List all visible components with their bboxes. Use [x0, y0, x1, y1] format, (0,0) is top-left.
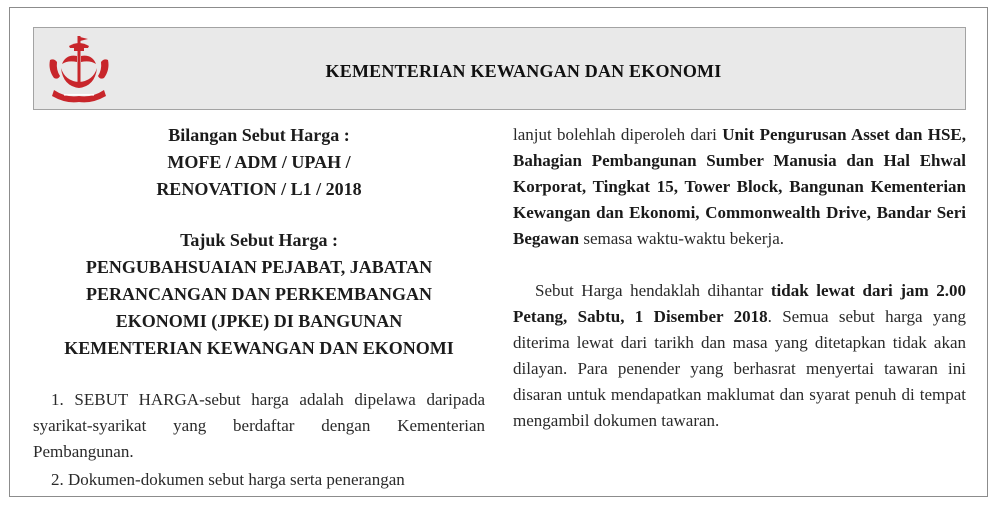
text-run: Sebut Harga hendaklah dihantar: [535, 281, 771, 300]
tajuk-line-4: KEMENTERIAN KEWANGAN DAN EKONOMI: [64, 338, 454, 358]
paragraph-2-continued: [513, 122, 966, 252]
tajuk-block: [33, 227, 485, 362]
bilangan-block: [33, 122, 485, 203]
tajuk-line-1: PENGUBAHSUAIAN PEJABAT, JABATAN: [85, 257, 433, 277]
header-banner: [33, 27, 966, 110]
bilangan-line-2: RENOVATION / L1 / 2018: [156, 179, 362, 199]
paragraph-2-start: 2. Dokumen-dokumen sebut harga serta penerangan: [51, 470, 405, 489]
deadline-text: tidak lewat dari jam 2.00 Petang, Sabtu, 1 Disember 2018: [513, 281, 966, 326]
tajuk-label: Tajuk Sebut Harga :: [180, 230, 338, 250]
text-run: lanjut bolehlah diperoleh dari: [513, 125, 723, 144]
right-column: [513, 121, 966, 434]
bilangan-line-1: MOFE / ADM / UPAH /: [167, 152, 351, 172]
office-address: Unit Pengurusan Asset dan HSE, Bahagian Pembangunan Sumber Manusia dan Hal Ehwal Korporat, Tingkat 15, Tower Block, Bangunan Kementerian Kewangan dan Ekonomi, Commonwealth Drive, Bandar Seri Begawan: [513, 125, 966, 248]
paragraph-3: [513, 278, 966, 434]
paragraph-1: 1. SEBUT HARGA-sebut harga adalah dipelawa daripada syarikat-syarikat yang berdaftar dengan Kementerian Pembangunan.: [33, 390, 485, 461]
left-column: [33, 121, 485, 493]
tajuk-line-3: EKONOMI (JPKE) DI BANGUNAN: [115, 311, 403, 331]
tajuk-line-2: PERANCANGAN DAN PERKEMBANGAN: [86, 284, 432, 304]
ministry-title: KEMENTERIAN KEWANGAN DAN EKONOMI: [325, 61, 722, 81]
bilangan-label: Bilangan Sebut Harga :: [168, 125, 350, 145]
text-run: . Semua sebut harga yang diterima lewat dari tarikh dan masa yang ditetapkan tidak akan dilayan. Para penender yang berhasrat menyertai tawaran ini disaran untuk mendapatkan maklumat dan syarat penuh di tempat mengambil dokumen tawaran.: [513, 307, 966, 430]
text-run: semasa waktu-waktu bekerja.: [579, 229, 784, 248]
